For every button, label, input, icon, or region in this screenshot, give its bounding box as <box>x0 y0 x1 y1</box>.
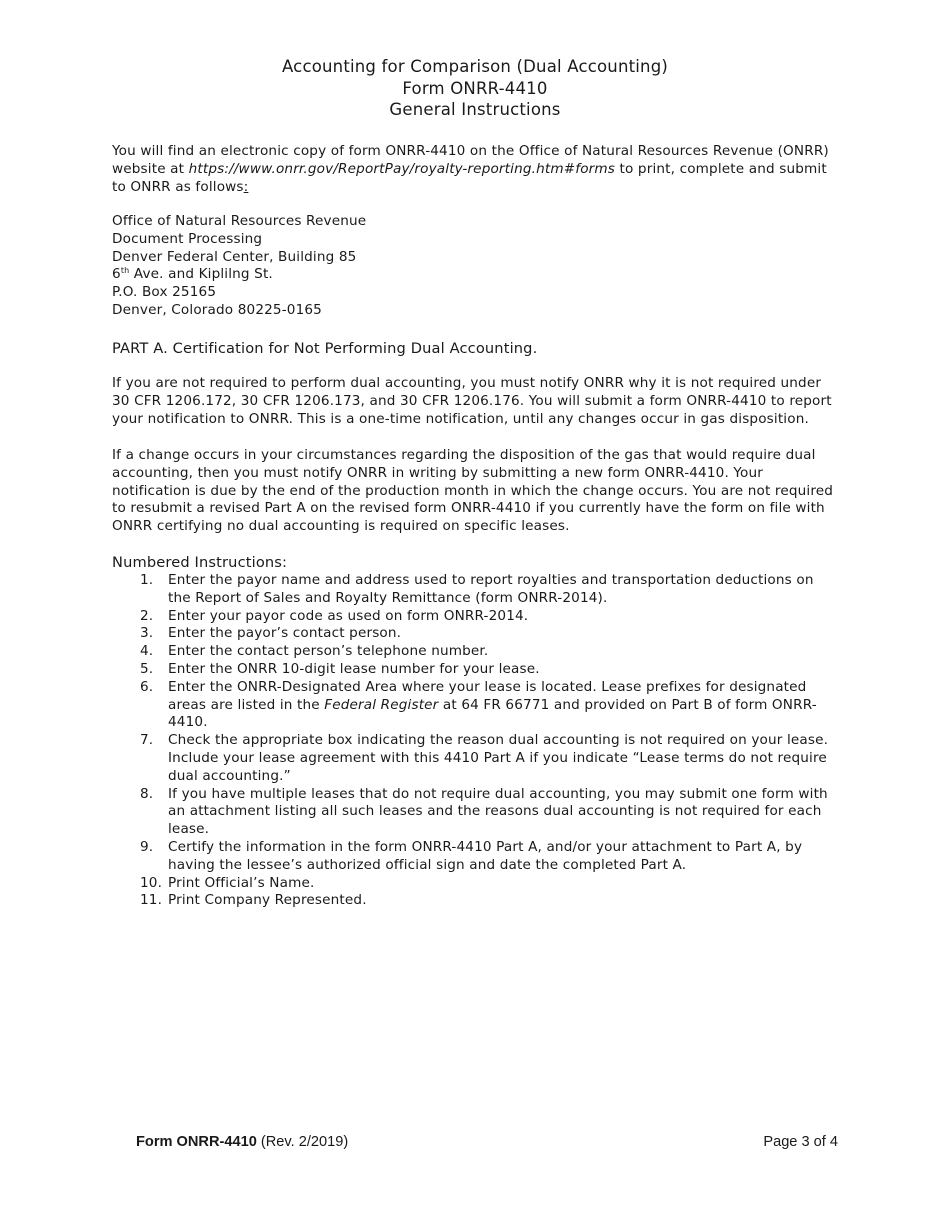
item-text: Enter the ONRR 10-digit lease number for your lease. <box>168 660 540 677</box>
item-text: Print Company Represented. <box>168 892 367 909</box>
item-number: 10. <box>140 874 163 891</box>
item-text: Print Official’s Name. <box>168 874 315 891</box>
item-number: 9. <box>140 838 154 855</box>
list-item <box>112 839 840 875</box>
item-number: 4. <box>140 643 154 660</box>
list-item <box>112 625 840 643</box>
address-line-3: Denver Federal Center, Building 85 <box>112 248 357 265</box>
item-text: Enter the contact person’s telephone number. <box>168 643 489 660</box>
list-item <box>112 892 840 910</box>
address-line-4 <box>112 266 366 284</box>
footer-revision: (Rev. 2/2019) <box>256 1134 349 1150</box>
footer-form-id <box>136 1133 348 1151</box>
item-number: 1. <box>140 572 154 588</box>
footer-form-name: Form ONRR-4410 <box>136 1134 257 1150</box>
footer-page-number: Page 3 of 4 <box>763 1134 838 1150</box>
list-item <box>112 786 840 839</box>
address-line-4-num: 6 <box>112 266 121 283</box>
item-text-start: Enter the ONRR-Designated Area where your lease is located. Lease prefixes for designated areas are listed in the <box>168 678 807 713</box>
title-line-1: Accounting for Comparison (Dual Accounting) <box>281 57 669 76</box>
forms-url: https://www.onrr.gov/ReportPay/royalty-reporting.htm#forms <box>188 160 616 177</box>
item-text: Certify the information in the form ONRR-4410 Part A, and/or your attachment to Part A, by having the lessee’s authorized official sign and date the completed Part A. <box>168 838 803 873</box>
numbered-instructions-heading: Numbered Instructions: <box>112 554 288 571</box>
list-item <box>112 572 840 608</box>
item-text: Enter the payor name and address used to report royalties and transportation deductions on the Report of Sales and Royalty Remittance (form ONRR-2014). <box>168 572 814 606</box>
list-item <box>112 875 840 893</box>
title-line-2: Form ONRR-4410 <box>402 78 548 98</box>
list-item <box>112 643 840 661</box>
title-line-3: General Instructions <box>389 100 561 119</box>
intro-colon: : <box>243 178 249 195</box>
list-item <box>112 661 840 679</box>
list-item <box>112 679 840 732</box>
item-text: Enter the payor’s contact person. <box>168 625 402 642</box>
list-item <box>112 608 840 626</box>
numbered-instructions-list <box>112 572 840 910</box>
list-item <box>112 732 840 785</box>
address-line-5: P.O. Box 25165 <box>112 284 217 301</box>
item-number: 2. <box>140 607 154 624</box>
item-number: 5. <box>140 660 154 677</box>
address-line-2: Document Processing <box>112 230 263 247</box>
intro-paragraph <box>112 143 840 196</box>
address-line-1: Office of Natural Resources Revenue <box>112 213 367 229</box>
item-text-end: at 64 FR 66771 and provided on Part B of form ONRR-4410. <box>168 696 817 731</box>
address-line-6: Denver, Colorado 80225-0165 <box>112 301 322 318</box>
item-text: Check the appropriate box indicating the reason dual accounting is not required on your lease. Include your lease agreement with this 4410 Part A if you indicate “Lease terms do not require dual accounting.” <box>168 732 829 784</box>
item-number: 3. <box>140 625 154 642</box>
intro-text-end: to print, complete and submit to ONRR as follows <box>112 160 827 195</box>
address-line-4-sup: th <box>120 266 130 276</box>
item-number: 11. <box>140 892 163 909</box>
part-a-paragraph-1: If you are not required to perform dual accounting, you must notify ONRR why it is not required under 30 CFR 1206.172, 30 CFR 1206.173, and 30 CFR 1206.176. You will submit a form ONRR-4410 to report your notification to ONRR. This is a one-time notification, until any changes occur in gas disposition. <box>112 375 832 427</box>
document-title <box>0 56 950 121</box>
item-number: 8. <box>140 785 154 802</box>
part-a-paragraph-2: If a change occurs in your circumstances regarding the disposition of the gas that would require dual accounting, then you must notify ONRR in writing by submitting a new form ONRR-4410. Your notification is due by the end of the production month in which the change occurs. You are not required to resubmit a revised Part A on the revised form ONRR-4410 if you currently have the form on file with ONRR certifying no dual accounting is required on specific leases. <box>112 447 834 535</box>
item-text: If you have multiple leases that do not require dual accounting, you may submit one form with an attachment listing all such leases and the reasons dual accounting is not required for each lease. <box>168 785 828 838</box>
mailing-address <box>112 213 366 320</box>
item-number: 6. <box>140 678 154 695</box>
part-a-heading: PART A. Certification for Not Performing Dual Accounting. <box>112 340 538 357</box>
federal-register-ref: Federal Register <box>324 696 439 713</box>
item-text: Enter your payor code as used on form ONRR-2014. <box>168 607 529 624</box>
address-line-4-rest: Ave. and Kiplilng St. <box>129 266 273 283</box>
intro-text-start: You will find an electronic copy of form ONRR-4410 on the Office of Natural Resources Revenue (ONRR) website at <box>112 143 829 177</box>
item-number: 7. <box>140 732 154 749</box>
